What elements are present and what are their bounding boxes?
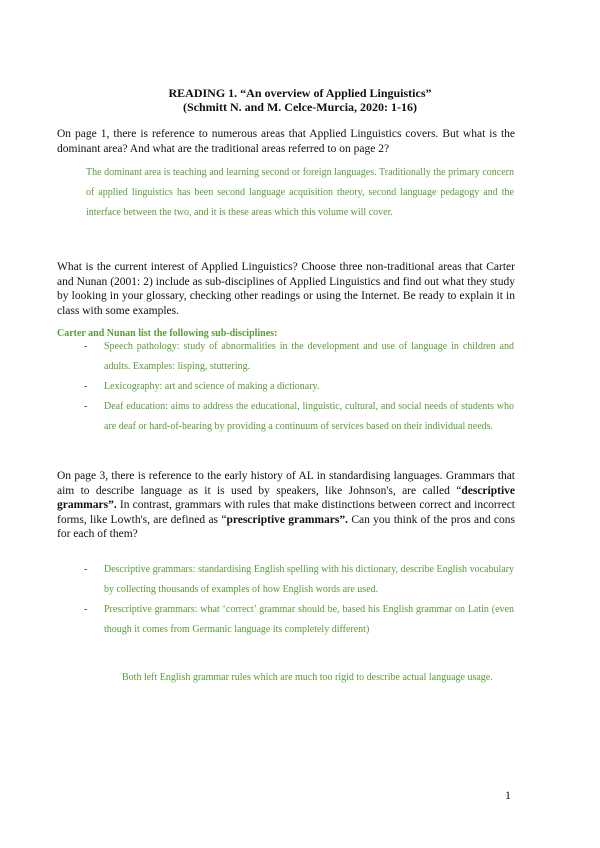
answer-1: The dominant area is teaching and learning second or foreign languages. Traditionally the primary concern of applied linguistics has been second language acquisition theory, second language pedagogy and the interface between the two, and it is these areas which this volume will cover. (86, 167, 514, 218)
list-item: - Deaf education: aims to address the educational, linguistic, cultural, and social needs of students who are deaf or hard-of-hearing by providing a continuum of services based on their individual needs. (104, 397, 514, 437)
list-item: - Prescriptive grammars: what ‘correct’ grammar should be, based his English grammar on Latin (even though it comes from Germanic language its completely different) (104, 600, 514, 640)
list-item: - Descriptive grammars: standardising English spelling with his dictionary, describe English vocabulary by collecting thousands of examples of how English words are used. (104, 560, 514, 600)
reading-title: READING 1. “An overview of Applied Linguistics” (168, 86, 432, 100)
question-1: On page 1, there is reference to numerous areas that Applied Linguistics covers. But what is the dominant area? And what are the traditional areas referred to on page 2? (57, 128, 515, 155)
list-item: - Lexicography: art and science of making a dictionary. (104, 377, 514, 397)
question-2: What is the current interest of Applied Linguistics? Choose three non-traditional areas that Carter and Nunan (2001: 2) include as sub-disciplines of Applied Linguistics and find out what they study by looking in your glossary, checking other readings or using the Internet. Be ready to explain it in class with some examples. (57, 261, 515, 317)
dash-bullet: - (84, 381, 88, 392)
answer-2-heading: Carter and Nunan list the following sub-disciplines: (57, 328, 278, 339)
grammars-list (84, 560, 514, 640)
list-item: - Speech pathology: study of abnormalities in the development and use of language in children and adults. Examples: lisping, stuttering. (104, 337, 514, 377)
question-3: On page 3, there is reference to the early history of AL in standardising languages. Grammars that aim to describe language as it is used by speakers, like Johnson's, are called “descriptive grammars”. In contrast, grammars with rules that make distinctions between correct and incorrect forms, like Lowth's, are defined as “prescriptive grammars”. Can you think of the pros and cons for each of them? (57, 470, 515, 540)
dash-bullet: - (84, 604, 88, 615)
reading-citation: (Schmitt N. and M. Celce-Murcia, 2020: 1-16) (182, 100, 418, 114)
sub-disciplines-list (84, 337, 514, 437)
dash-bullet: - (84, 341, 88, 352)
dash-bullet: - (84, 401, 88, 412)
term-prescriptive-grammars: prescriptive grammars”. (226, 513, 349, 526)
answer-3-note: Both left English grammar rules which are much too rigid to describe actual language usage. (122, 672, 493, 683)
dash-bullet: - (84, 564, 88, 575)
page-number: 1 (505, 788, 511, 802)
term-descriptive-grammars: descriptive grammars”. (57, 484, 515, 511)
